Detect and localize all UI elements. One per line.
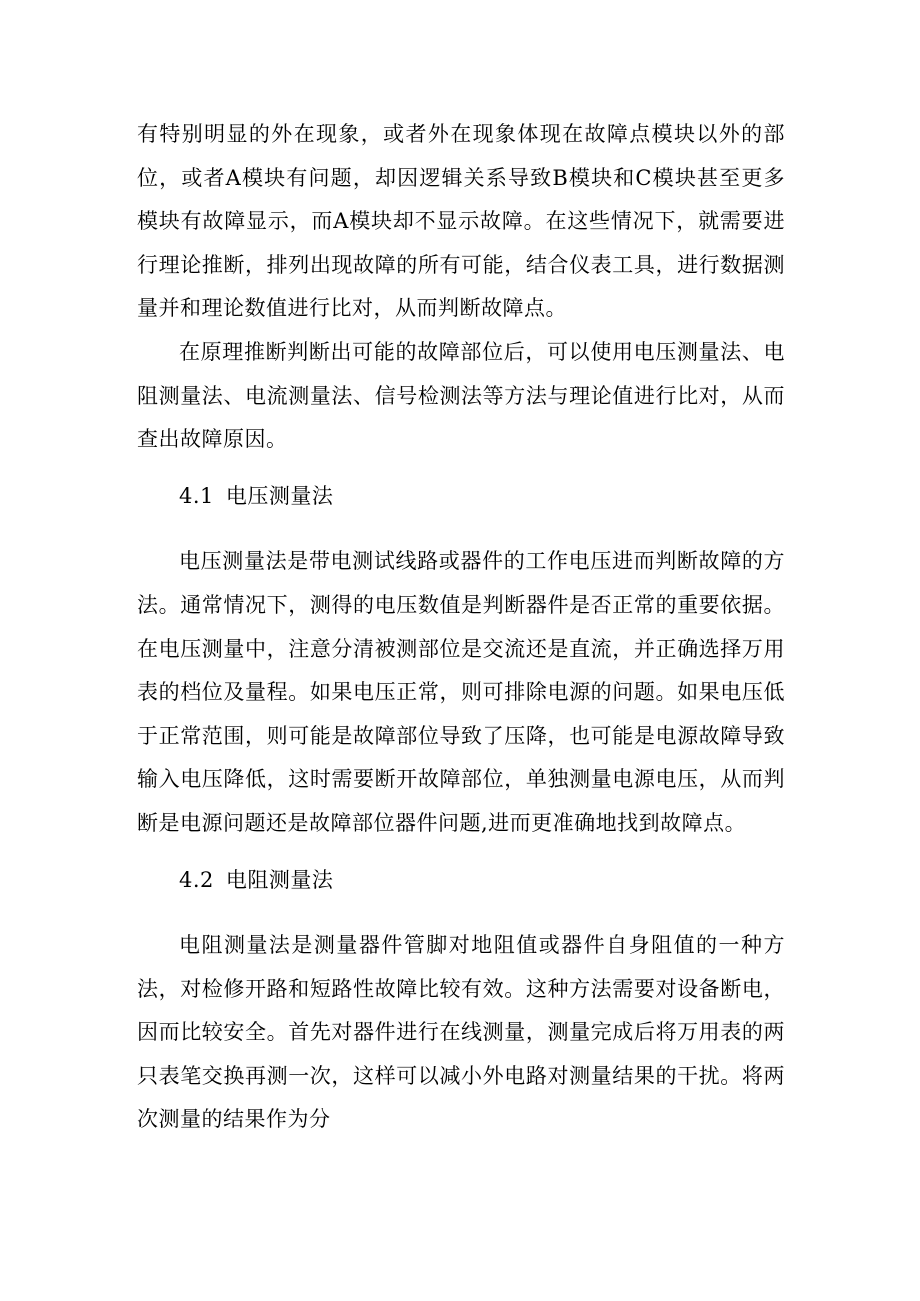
section-title: 电压测量法 [225, 483, 334, 508]
section-paragraph-resistance: 电阻测量法是测量器件管脚对地阻值或器件自身阻值的一种方法，对检修开路和短路性故障比较有效。这种方法需要对设备断电，因而比较安全。首先对器件进行在线测量，测量完成后将万用表的两只表笔交换再测一次，这样可以减小外电路对测量结果的干扰。将两次测量的结果作为分 [137, 933, 785, 1132]
spacer [137, 902, 785, 924]
spacer [137, 518, 785, 540]
section-heading-resistance [137, 859, 785, 903]
body-paragraph-continued: 有特别明显的外在现象，或者外在现象体现在故障点模块以外的部位，或者A模块有问题，却因逻辑关系导致B模块和C模块甚至更多模块有故障显示，而A模块却不显示故障。在这些情况下，就需要进行理论推断，排列出现故障的所有可能，结合仪表工具，进行数据测量并和理论数值进行比对，从而判断故障点。 [137, 122, 785, 321]
section-heading-voltage [137, 475, 785, 519]
spacer [137, 462, 785, 475]
section-paragraph-voltage: 电压测量法是带电测试线路或器件的工作电压进而判断故障的方法。通常情况下，测得的电压数值是判断器件是否正常的重要依据。在电压测量中，注意分清被测部位是交流还是直流，并正确选择万用表的档位及量程。如果电压正常，则可排除电源的问题。如果电压低于正常范围，则可能是故障部位导致了压降，也可能是电源故障导致输入电压降低，这时需要断开故障部位，单独测量电源电压，从而判断是电源问题还是故障部位器件问题,进而更准确地找到故障点。 [137, 549, 785, 835]
body-paragraph: 在原理推断判断出可能的故障部位后，可以使用电压测量法、电阻测量法、电流测量法、信号检测法等方法与理论值进行比对，从而查出故障原因。 [137, 339, 785, 452]
section-number: 4.1 [179, 483, 214, 508]
spacer [137, 846, 785, 859]
section-title: 电阻测量法 [225, 867, 334, 892]
document-body [137, 113, 785, 1142]
section-number: 4.2 [179, 867, 214, 892]
